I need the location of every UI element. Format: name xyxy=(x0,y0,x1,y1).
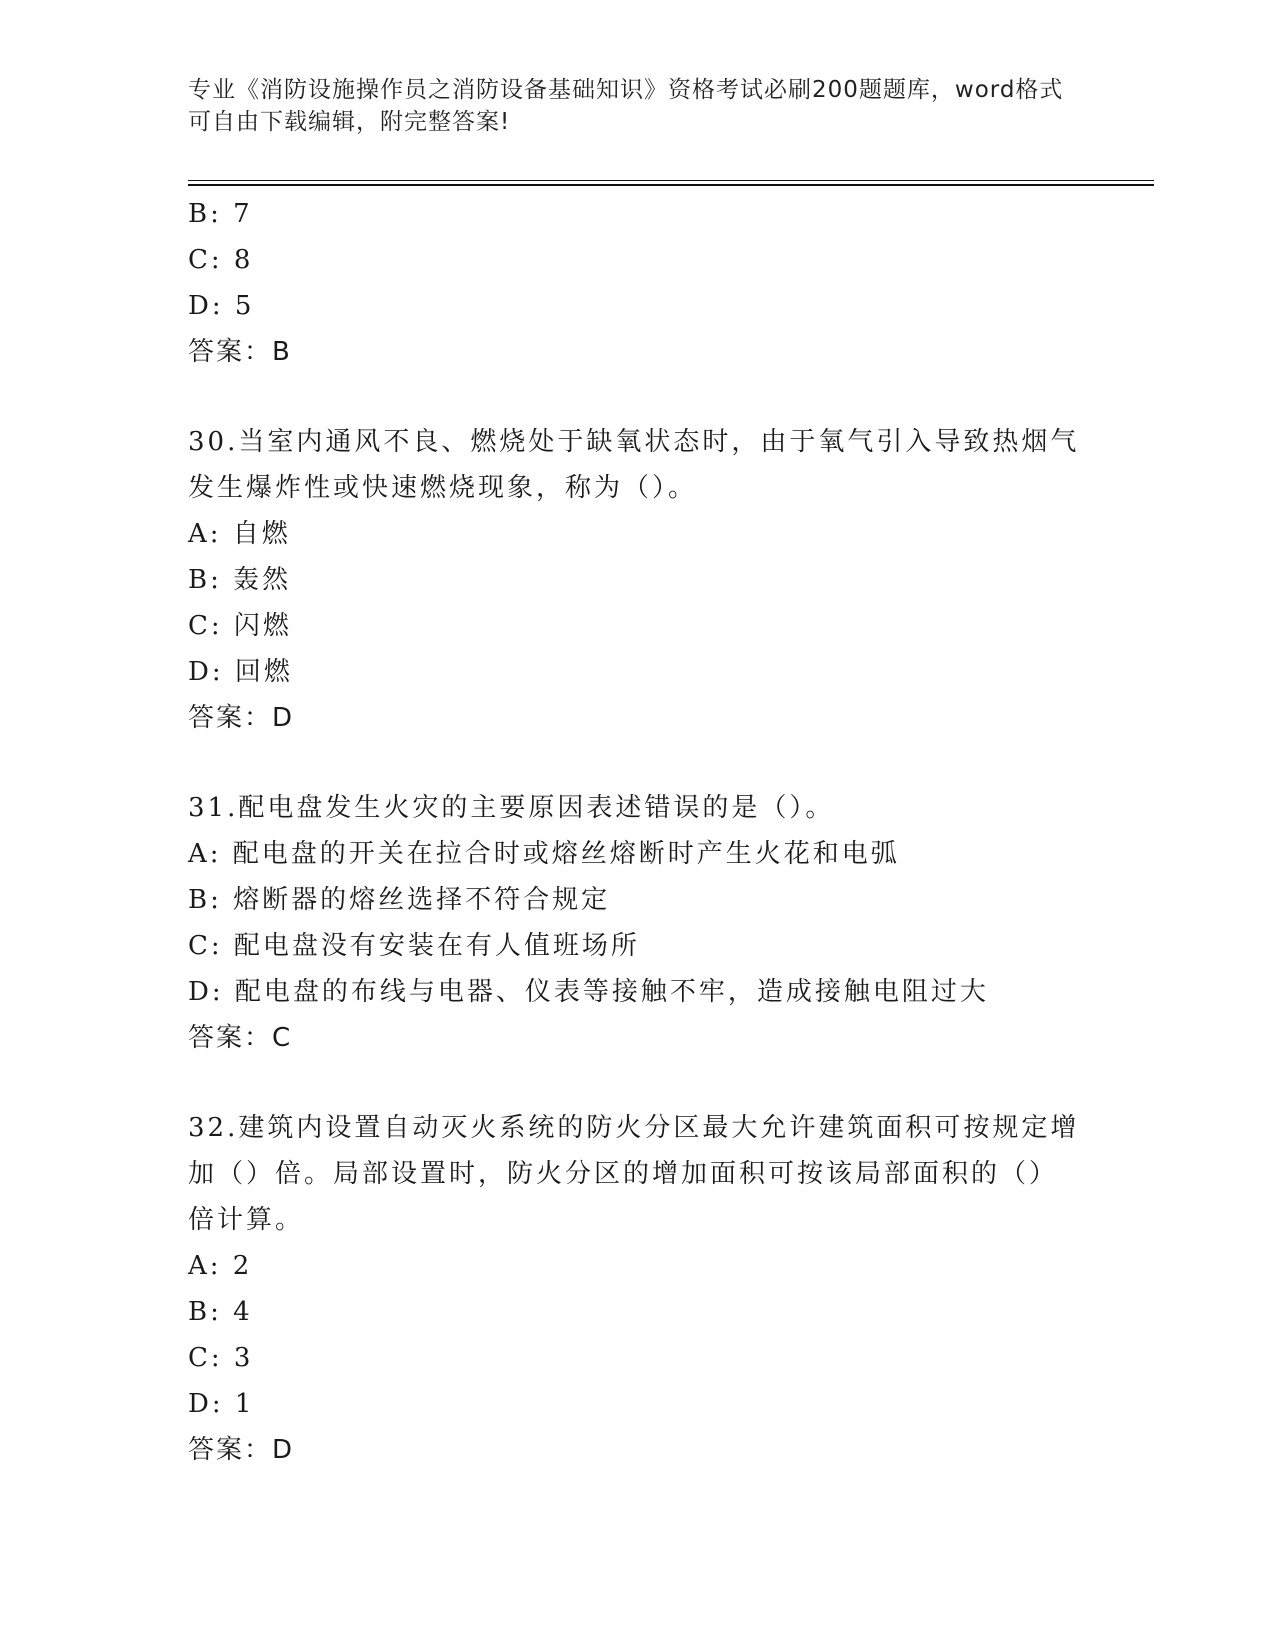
option-b: B: 熔断器的熔丝选择不符合规定 xyxy=(188,885,611,915)
option-d: D: 1 xyxy=(188,1389,255,1419)
option-c: C: 闪燃 xyxy=(188,611,292,641)
option-c: C: 配电盘没有安装在有人值班场所 xyxy=(188,931,640,961)
option-b: B: 轰然 xyxy=(188,565,292,595)
option-a: A: 配电盘的开关在拉合时或熔丝熔断时产生火花和电弧 xyxy=(188,839,900,869)
question-stem-line: 31.配电盘发生火灾的主要原因表述错误的是（）。 xyxy=(188,793,835,823)
question-list xyxy=(188,191,1088,1473)
option-d: D: 5 xyxy=(188,291,255,321)
option-a: A: 自燃 xyxy=(188,519,291,549)
question-stem-line: 发生爆炸性或快速燃烧现象，称为（）。 xyxy=(188,473,698,503)
answer-label: 答案：B xyxy=(188,337,292,367)
question-31 xyxy=(188,785,1088,1061)
question-30 xyxy=(188,419,1088,741)
answer-label: 答案：C xyxy=(188,1023,293,1053)
answer-label: 答案：D xyxy=(188,1435,295,1465)
option-c: C: 8 xyxy=(188,245,254,275)
document-header xyxy=(188,74,1068,138)
question-stem-line: 加（）倍。局部设置时，防火分区的增加面积可按该局部面积的（） xyxy=(188,1159,1059,1189)
question-stem-line: 32.建筑内设置自动灭火系统的防火分区最大允许建筑面积可按规定增 xyxy=(188,1113,1080,1143)
option-b: B: 4 xyxy=(188,1297,253,1327)
question-29-continued xyxy=(188,191,1088,375)
option-a: A: 2 xyxy=(188,1251,253,1281)
option-d: D: 配电盘的布线与电器、仪表等接触不牢，造成接触电阻过大 xyxy=(188,977,989,1007)
answer-label: 答案：D xyxy=(188,703,295,733)
option-d: D: 回燃 xyxy=(188,657,293,687)
question-stem-line: 30.当室内通风不良、燃烧处于缺氧状态时，由于氧气引入导致热烟气 xyxy=(188,427,1080,457)
header-rule-thin xyxy=(188,180,1154,181)
option-c: C: 3 xyxy=(188,1343,254,1373)
header-text: 专业《消防设施操作员之消防设备基础知识》资格考试必刷200题题库，word格式可自由下载编辑，附完整答案! xyxy=(188,77,1064,135)
option-b: B: 7 xyxy=(188,199,253,229)
header-rule-thick xyxy=(188,184,1154,186)
question-32 xyxy=(188,1105,1088,1473)
question-stem-line: 倍计算。 xyxy=(188,1205,305,1235)
